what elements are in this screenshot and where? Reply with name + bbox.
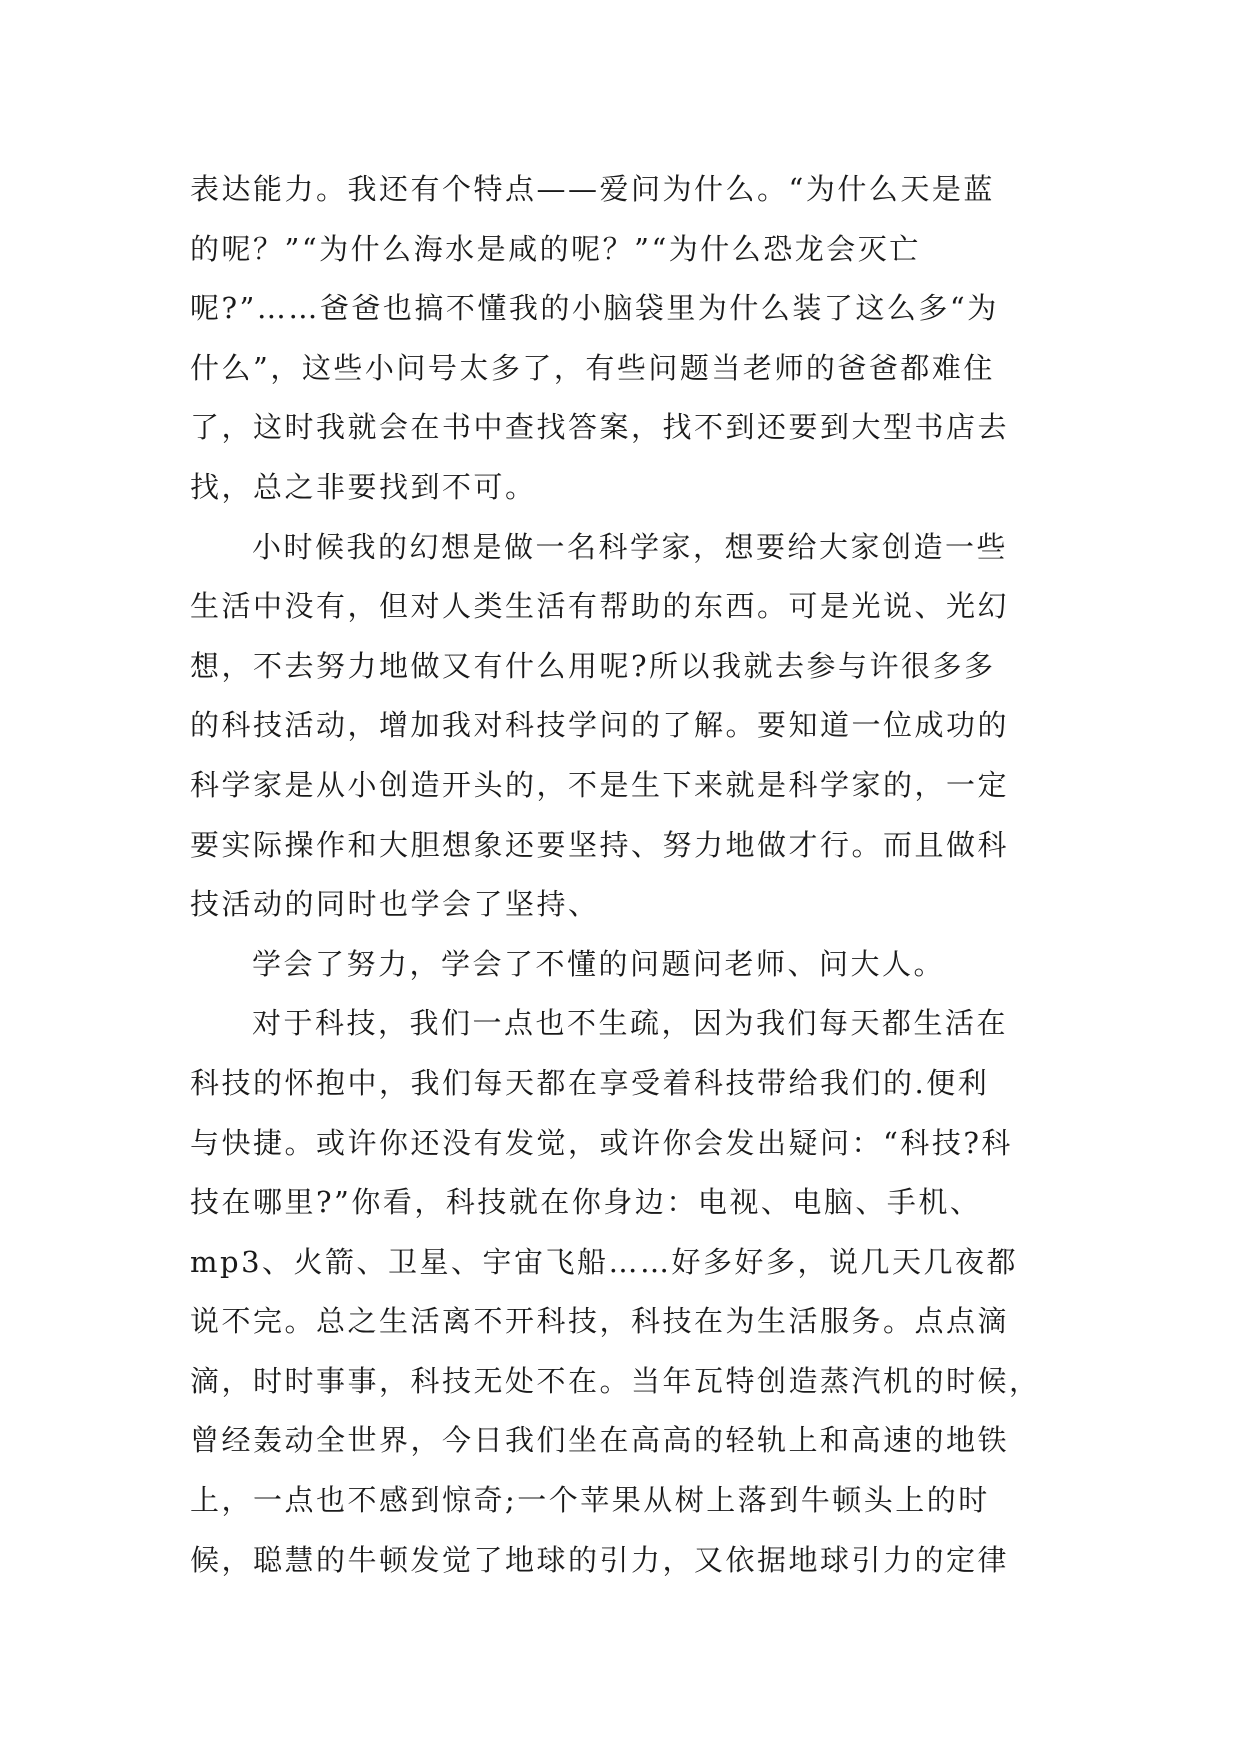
text-line: 要实际操作和大胆想象还要坚持、努力地做才行。而且做科 — [190, 827, 1010, 862]
text-line: 想，不去努力地做又有什么用呢?所以我就去参与许很多多 — [190, 648, 996, 683]
text-line: 科学家是从小创造开头的，不是生下来就是科学家的，一定 — [190, 767, 1010, 802]
text-line: 找，总之非要找到不可。 — [190, 469, 537, 504]
text-line: 什么”，这些小问号太多了，有些问题当老师的爸爸都难住 — [190, 350, 995, 385]
text-line: 技在哪里?”你看，科技就在你身边：电视、电脑、手机、 — [190, 1185, 982, 1220]
text-line: 说不完。总之生活离不开科技，科技在为生活服务。点点滴 — [190, 1304, 1010, 1339]
text-line: mp3、火箭、卫星、宇宙飞船……好多好多，说几天几夜都 — [190, 1244, 1019, 1279]
text-line: 生活中没有，但对人类生活有帮助的东西。可是光说、光幻 — [190, 589, 1010, 624]
text-line: 滴，时时事事，科技无处不在。当年瓦特创造蒸汽机的时候， — [190, 1363, 1041, 1398]
text-line: 曾经轰动全世界，今日我们坐在高高的轻轨上和高速的地铁 — [190, 1423, 1010, 1458]
text-line: 的呢？”“为什么海水是咸的呢？”“为什么恐龙会灭亡 — [190, 231, 921, 266]
text-line: 技活动的同时也学会了坚持、 — [190, 887, 600, 922]
text-line: 的科技活动，增加我对科技学问的了解。要知道一位成功的 — [190, 708, 1010, 743]
paragraph-first-line: 小时候我的幻想是做一名科学家，想要给大家创造一些 — [252, 529, 1009, 564]
text-line: 与快捷。或许你还没有发觉，或许你会发出疑问：“科技?科 — [190, 1125, 1013, 1160]
text-line: 表达能力。我还有个特点——爱问为什么。“为什么天是蓝 — [190, 172, 995, 206]
text-line: 科技的怀抱中，我们每天都在享受着科技带给我们的.便利 — [190, 1065, 990, 1100]
text-line: 候，聪慧的牛顿发觉了地球的引力，又依据地球引力的定律 — [190, 1542, 1010, 1577]
paragraph-first-line: 学会了努力，学会了不懂的问题问老师、问大人。 — [252, 946, 946, 981]
body-text — [190, 160, 1050, 1590]
text-line: 上，一点也不感到惊奇;一个苹果从树上落到牛顿头上的时 — [190, 1483, 990, 1518]
paragraph-first-line: 对于科技，我们一点也不生疏，因为我们每天都生活在 — [252, 1006, 1009, 1041]
text-line: 呢?”……爸爸也搞不懂我的小脑袋里为什么装了这么多“为 — [190, 291, 999, 326]
text-line: 了，这时我就会在书中查找答案，找不到还要到大型书店去 — [190, 410, 1010, 445]
